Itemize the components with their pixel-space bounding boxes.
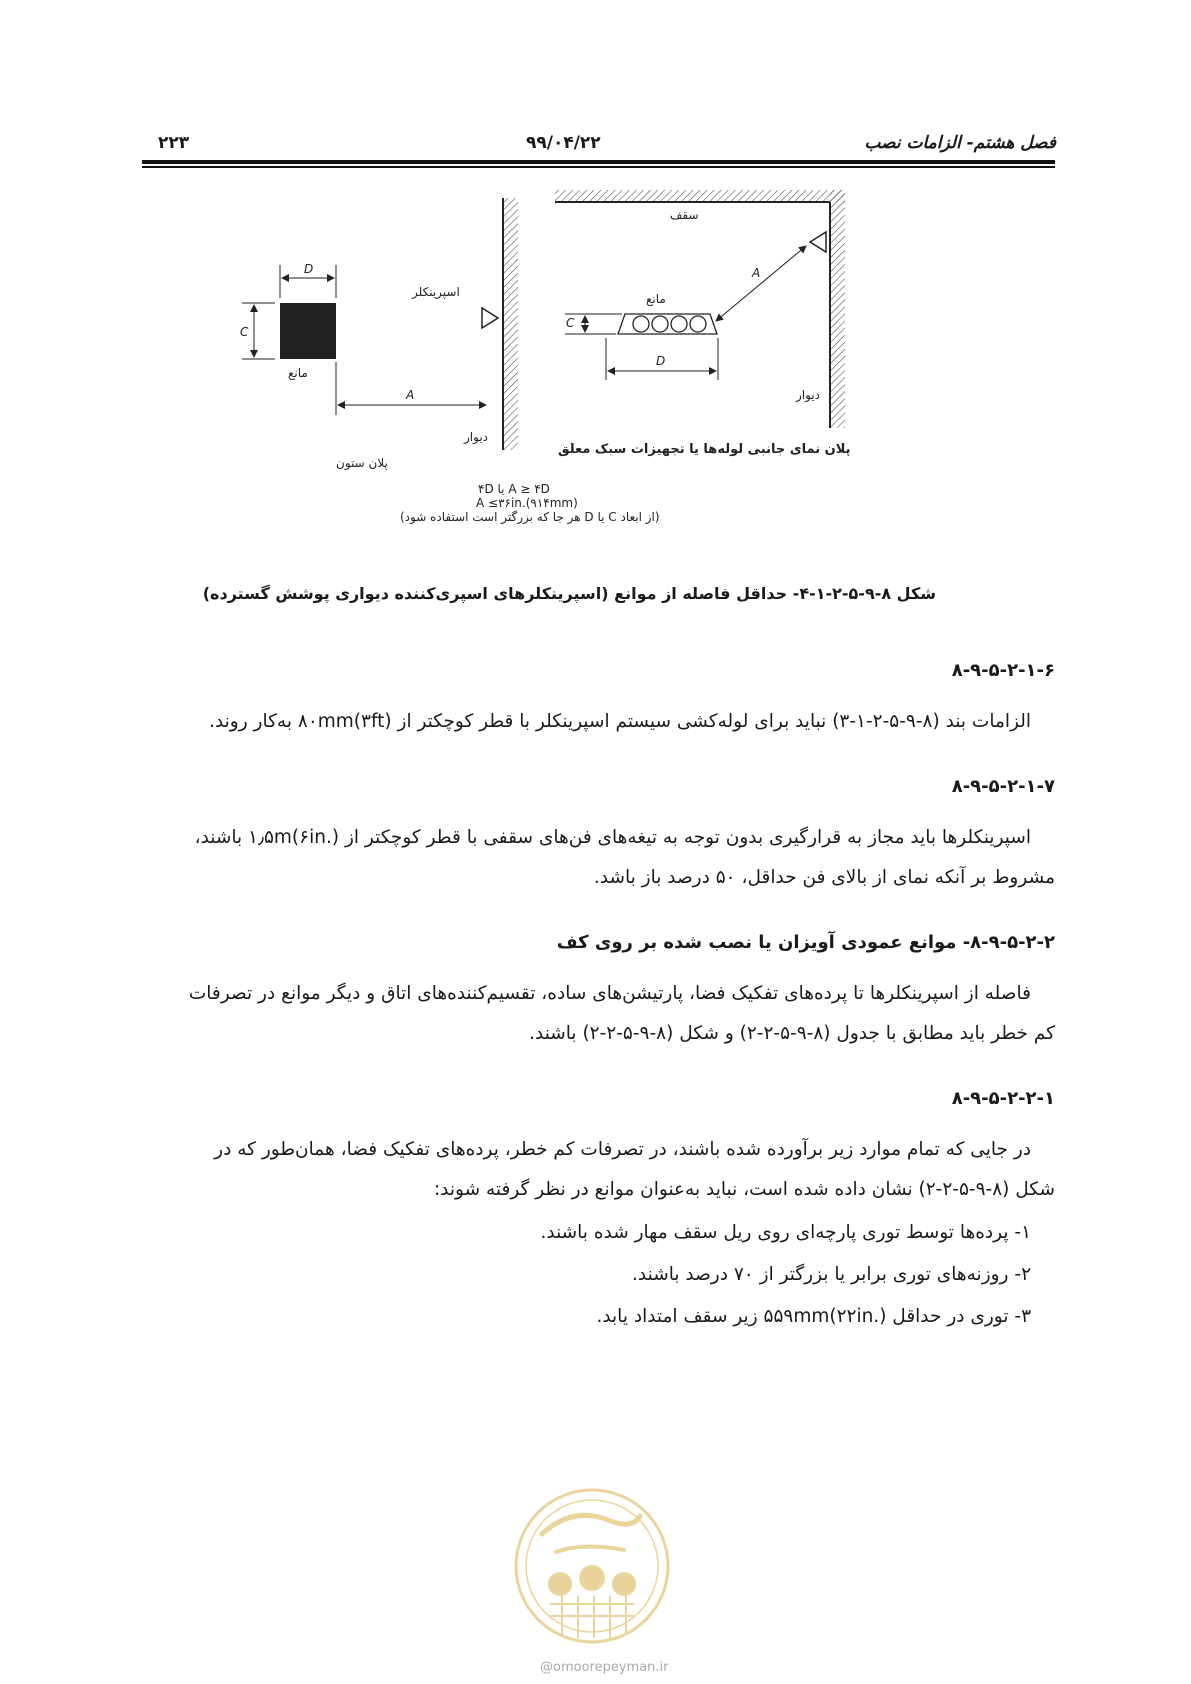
right-wall-hatch bbox=[830, 190, 845, 428]
formula-line-2: A ≤۳۶in.(۹۱۴mm) bbox=[476, 496, 578, 510]
section-text-3 bbox=[145, 974, 1055, 1054]
label-wall-right: دیوار bbox=[796, 388, 821, 402]
pipe-4 bbox=[690, 316, 706, 332]
section-2-line-1: اسپرینکلرها باید مجاز به قرارگیری بدون توجه به تیغه‌های فن‌های سقفی با قطر کوچکتر از ۱٫۵m(۶in.) باشند، bbox=[194, 827, 1031, 848]
header-rule-thick bbox=[142, 160, 1055, 164]
label-C-right: C bbox=[566, 316, 575, 330]
header-rule-thin bbox=[142, 166, 1055, 168]
section-2-line-2: مشروط بر آنکه نمای از بالای فن حداقل، ۵۰ درصد باز باشد. bbox=[593, 867, 1055, 888]
ceiling-hatch bbox=[555, 190, 845, 202]
label-column-plan: پلان ستون bbox=[336, 456, 388, 470]
label-sprinkler: اسپرینکلر bbox=[412, 285, 460, 299]
section-3-line-1: فاصله از اسپرینکلرها تا پرده‌های تفکیک فضا، پارتیشن‌های ساده، تقسیم‌کننده‌های اتاق و دیگر موانع در تصرفات bbox=[188, 983, 1031, 1004]
figure-drawing bbox=[240, 190, 940, 610]
dim-A-right bbox=[716, 246, 806, 321]
section-1-line: الزامات بند (۸-۹-۵-۲-۱-۳) نباید برای لوله‌کشی سیستم اسپرینکلر با قطر کوچکتر از ۸۰mm(۳ft) به‌کار روند. bbox=[209, 711, 1031, 732]
chapter-title: فصل هشتم- الزامات نصب bbox=[864, 133, 1056, 153]
label-D-left: D bbox=[304, 262, 314, 276]
list-item-2: ۲- روزنه‌های توری برابر یا بزرگتر از ۷۰ درصد باشند. bbox=[632, 1264, 1031, 1285]
section-title-2: ۸-۹-۵-۲-۱-۷ bbox=[951, 776, 1055, 797]
label-C-left: C bbox=[240, 325, 249, 339]
section-text-4 bbox=[145, 1130, 1055, 1210]
section-text-1 bbox=[145, 702, 1055, 742]
pipe-2 bbox=[652, 316, 668, 332]
label-A-left: A bbox=[406, 388, 415, 402]
label-obstruction-left: مانع bbox=[288, 366, 308, 380]
sprinkler-right bbox=[810, 232, 826, 252]
section-title-1: ۸-۹-۵-۲-۱-۶ bbox=[951, 660, 1055, 681]
label-obstruction-right: مانع bbox=[646, 292, 666, 306]
obstruction-figure bbox=[240, 190, 940, 610]
label-wall-left: دیوار bbox=[464, 430, 489, 444]
label-A-right: A bbox=[752, 266, 761, 280]
label-side-view: پلان نمای جانبی لوله‌ها یا تجهیزات سبک معلق bbox=[558, 442, 851, 457]
section-3-line-2: کم خطر باید مطابق با جدول (۸-۹-۵-۲-۲) و شکل (۸-۹-۵-۲-۲) باشند. bbox=[529, 1023, 1055, 1044]
formula-line-3: (از ابعاد C یا D هر جا که بزرگتر است استفاده شود) bbox=[400, 510, 660, 524]
section-title-4: ۸-۹-۵-۲-۲-۱ bbox=[951, 1088, 1055, 1109]
list-item-1: ۱- پرده‌ها توسط توری پارچه‌ای روی ریل سقف مهار شده باشند. bbox=[540, 1222, 1031, 1243]
section-text-2 bbox=[145, 818, 1055, 898]
label-ceiling: سقف bbox=[670, 208, 699, 222]
website-label: @omoorepeyman.ir bbox=[540, 1660, 669, 1675]
left-wall-hatch bbox=[503, 198, 518, 450]
publisher-seal-logo bbox=[512, 1486, 672, 1646]
section-4-line-1: در جایی که تمام موارد زیر برآورده شده باشند، در تصرفات کم خطر، پرده‌های تفکیک فضا، همان‌طور که در bbox=[214, 1139, 1031, 1160]
section-title-3: ۸-۹-۵-۲-۲- موانع عمودی آویزان یا نصب شده بر روی کف bbox=[556, 932, 1055, 953]
list-item-3: ۳- توری در حداقل ۵۵۹mm(۲۲in.) زیر سقف امتداد یابد. bbox=[596, 1306, 1031, 1327]
page-header bbox=[0, 130, 1191, 156]
formula-line-1: A ≥ ۴D یا ۴D bbox=[478, 482, 550, 496]
page-number: ۲۲۳ bbox=[158, 133, 190, 153]
pipe-1 bbox=[633, 316, 649, 332]
header-date: ۹۹/۰۴/۲۲ bbox=[526, 133, 601, 153]
pipe-3 bbox=[671, 316, 687, 332]
section-4-line-2: شکل (۸-۹-۵-۲-۲) نشان داده شده است، نباید به‌عنوان موانع در نظر گرفته شوند: bbox=[433, 1179, 1055, 1200]
figure-caption: شکل ۸-۹-۵-۲-۱-۴- حداقل فاصله از موانع (اسپرینکلرهای اسپری‌کننده دیواری پوشش گسترده) bbox=[202, 584, 936, 603]
obstruction-column bbox=[280, 303, 336, 359]
label-D-right: D bbox=[656, 354, 666, 368]
sprinkler-left bbox=[482, 308, 498, 328]
